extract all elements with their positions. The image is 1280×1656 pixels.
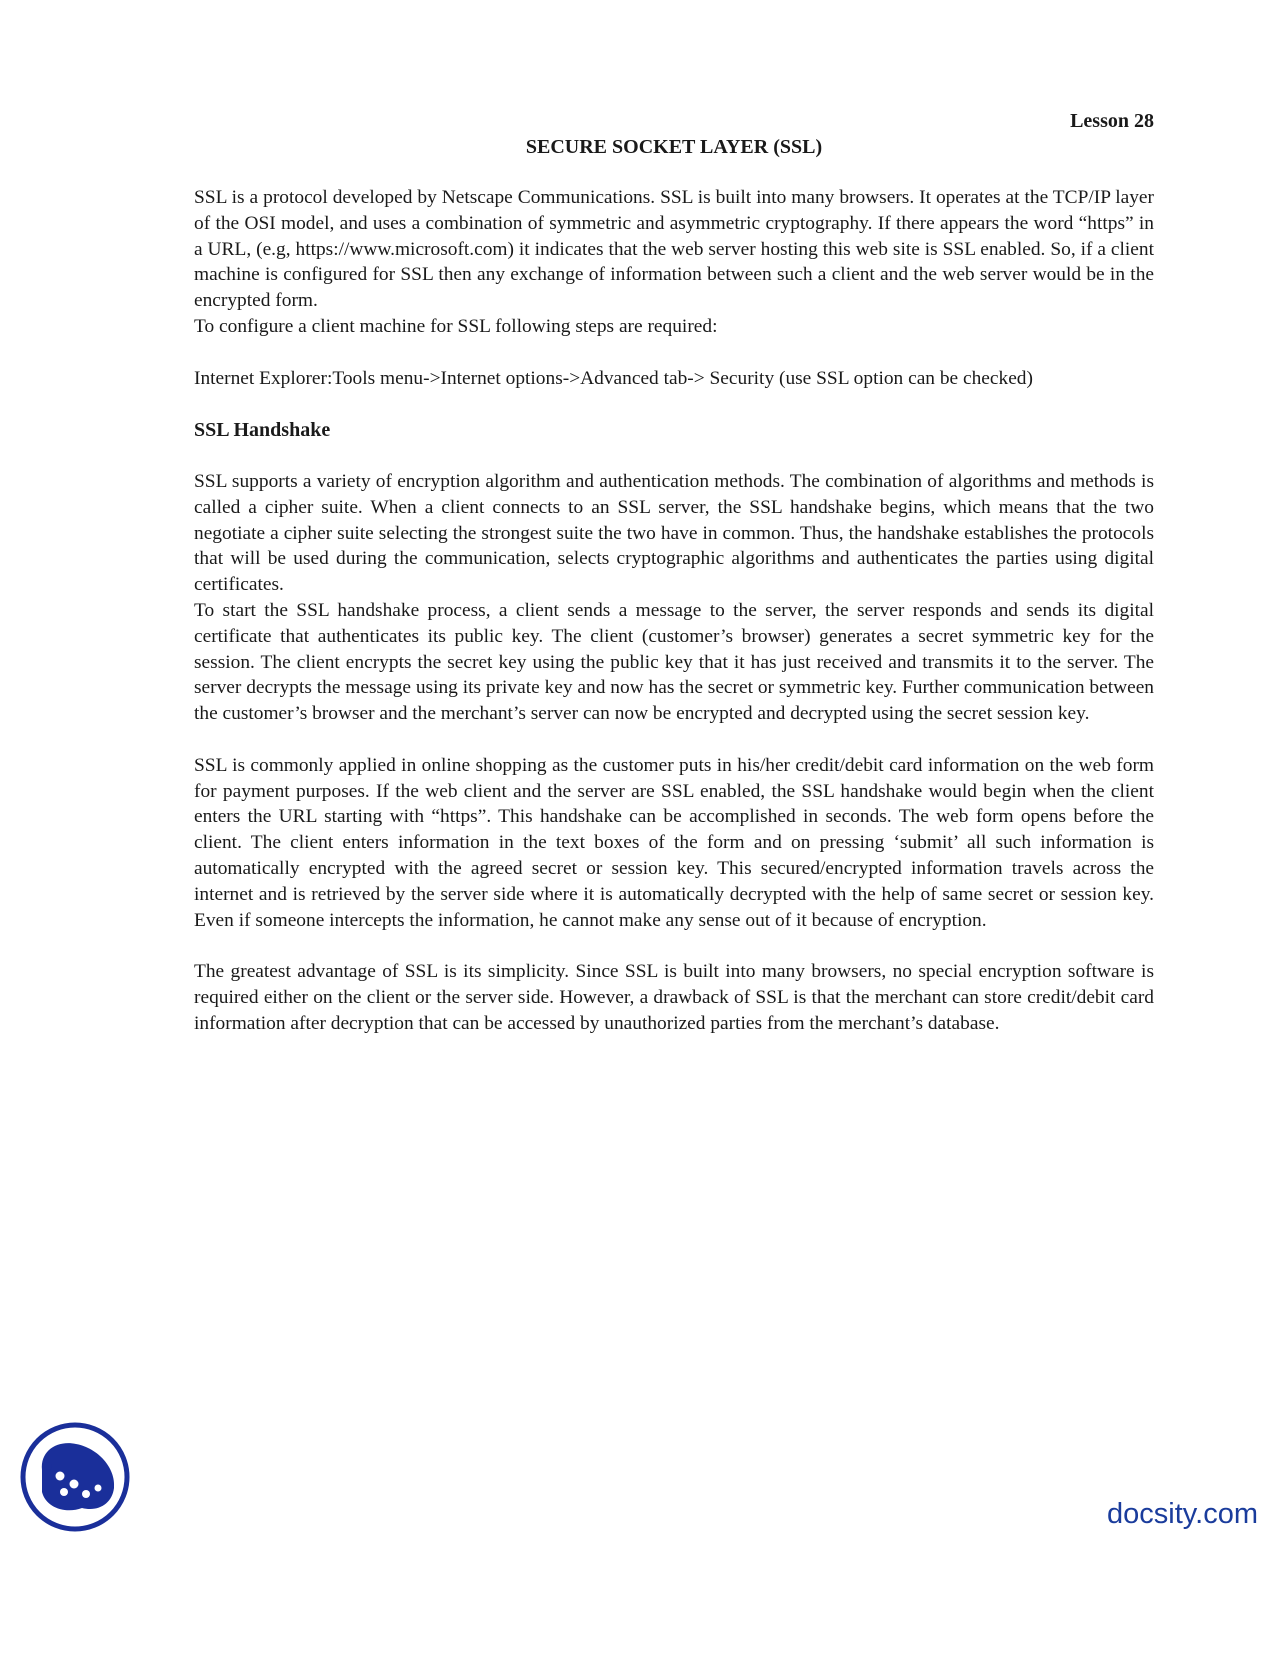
page-content [194, 108, 1154, 1037]
paragraph-cipher-suite: SSL supports a variety of encryption algorithm and authentication methods. The combination of algorithms and methods is called a cipher suite. When a client connects to an SSL server, the SSL handshake begins, which means that the two negotiate a cipher suite selecting the strongest suite the two have in common. Thus, the handshake establishes the protocols that will be used during the communication, selects cryptographic algorithms and authenticates the parties using digital certificates. [194, 470, 1154, 596]
spacer [194, 727, 1154, 753]
lesson-number: Lesson 28 [1070, 110, 1154, 132]
page-title: SECURE SOCKET LAYER (SSL) [525, 136, 823, 158]
spacer [194, 933, 1154, 959]
docsity-logo-icon [20, 1422, 130, 1532]
spacer [194, 391, 1154, 417]
section-heading-ssl-handshake: SSL Handshake [194, 419, 331, 442]
paragraph-intro: SSL is a protocol developed by Netscape Communications. SSL is built into many browsers. It operates at the TCP/IP layer of the OSI model, and uses a combination of symmetric and asymmetric cryptography. If there appears the word “https” in a URL, (e.g, https://www.microsoft.com) it indicates that the web server hosting this web site is SSL enabled. So, if a client machine is configured for SSL then any exchange of information between such a client and the web server would be in the encrypted form. [194, 187, 1154, 312]
paragraph-online-shopping: SSL is commonly applied in online shopping as the customer puts in his/her credit/debit card information on the web form for payment purposes. If the web client and the server are SSL enabled, the SSL handshake would begin when the client enters the URL starting with “https”. This handshake can be accomplished in seconds. The web form opens before the client. The client enters information in the text boxes of the form and on pressing ‘submit’ all such information is automatically encrypted with the agreed secret or session key. This secured/encrypted information travels across the internet and is retrieved by the server side where it is automatically decrypted with the help of same secret or session key. Even if someone intercepts the information, he cannot make any sense out of it because of encryption. [194, 754, 1154, 931]
paragraph-configure: To configure a client machine for SSL following steps are required: [194, 315, 718, 337]
spacer [194, 443, 1154, 469]
paragraph-handshake-process: To start the SSL handshake process, a client sends a message to the server, the server responds and sends its digital certificate that authenticates its public key. The client (customer’s browser) generates a secret symmetric key for the session. The client encrypts the secret key using the public key that it has just received and transmits it to the server. The server decrypts the message using its private key and now has the secret or symmetric key. Further communication between the customer’s browser and the merchant’s server can now be encrypted and decrypted using the secret session key. [194, 599, 1154, 725]
paragraph-advantage: The greatest advantage of SSL is its simplicity. Since SSL is built into many browsers, no special encryption software is required either on the client or the server side. However, a drawback of SSL is that the merchant can store credit/debit card information after decryption that can be accessed by unauthorized parties from the merchant’s database. [194, 961, 1154, 1034]
docsity-brand-text[interactable]: docsity.com [1107, 1498, 1258, 1530]
spacer [194, 340, 1154, 366]
paragraph-ie-steps: Internet Explorer:Tools menu->Internet options->Advanced tab-> Security (use SSL option can be checked) [194, 367, 1033, 389]
